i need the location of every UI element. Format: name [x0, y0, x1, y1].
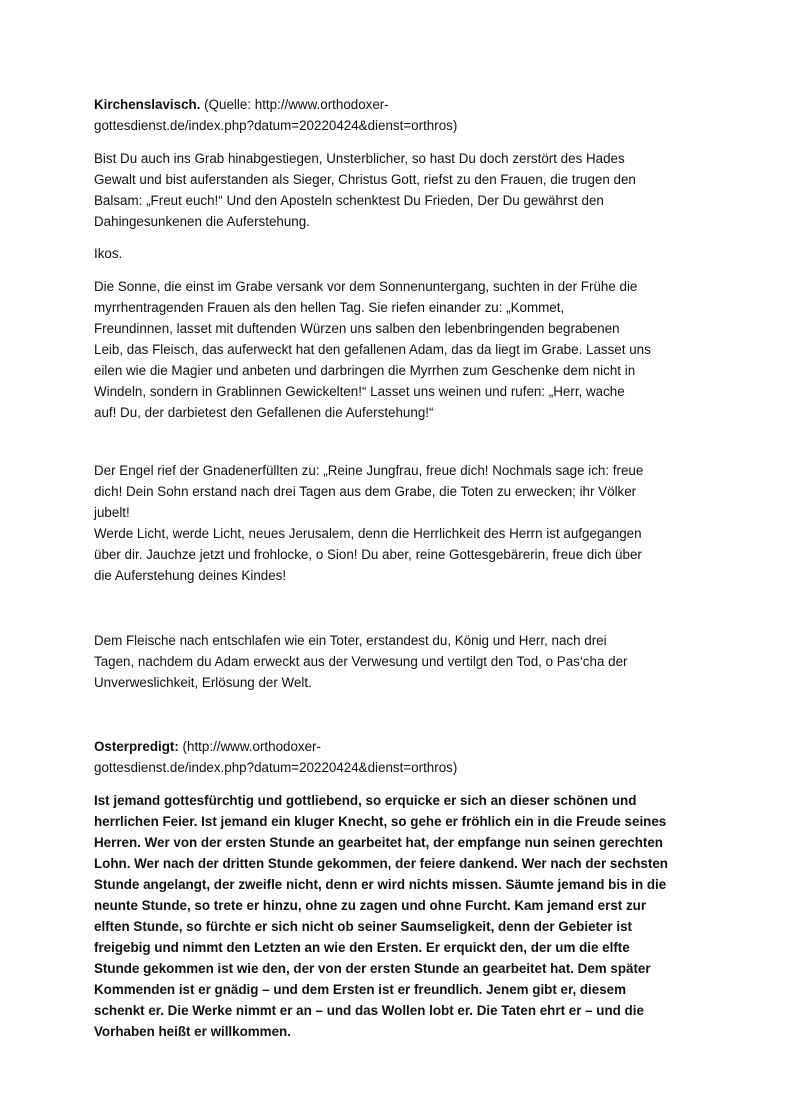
heading-source-line-2: gottesdienst.de/index.php?datum=20220424&dienst=orthros) [94, 760, 458, 775]
text-line: eilen wie die Magier und anbeten und darbringen die Myrrhen zum Geschenke dem nicht in [94, 363, 636, 378]
text-line: Unverweslichkeit, Erlösung der Welt. [94, 675, 312, 690]
heading-line-1 [94, 94, 706, 115]
text-line: elften Stunde, so fürchte er sich nicht ob seiner Saumseligkeit, denn der Gebieter ist [94, 919, 632, 934]
text-line: neunte Stunde, so trete er hinzu, ohne zu zagen und ohne Furcht. Kam jemand erst zur [94, 898, 647, 913]
text-line: Werde Licht, werde Licht, neues Jerusalem, denn die Herrlichkeit des Herrn ist aufgegangen [94, 526, 642, 541]
paragraph-ikos-label [94, 243, 706, 264]
text-line: herrlichen Feier. Ist jemand ein kluger Knecht, so gehe er fröhlich ein in die Freude seines [94, 814, 667, 829]
text-line: Balsam: „Freut euch!“ Und den Aposteln schenktest Du Frieden, Der Du gewährst den [94, 193, 604, 208]
text-line: freigebig und nimmt den Letzten an wie den Ersten. Er erquickt den, der um die elfte [94, 940, 630, 955]
heading-line-1 [94, 736, 706, 757]
text-line: Ikos. [94, 246, 123, 261]
text-line: Gewalt und bist auferstanden als Sieger, Christus Gott, riefst zu den Frauen, die trugen den [94, 172, 636, 187]
text-line: Dahingesunkenen die Auferstehung. [94, 214, 310, 229]
text-line: Leib, das Fleisch, das auferweckt hat den gefallenen Adam, das da liegt im Grabe. Lasset uns [94, 342, 651, 357]
text-line: Die Sonne, die einst im Grabe versank vor dem Sonnenuntergang, suchten in der Frühe die [94, 279, 638, 294]
paragraph-fleische [94, 630, 706, 693]
text-line: Kommenden ist er gnädig – und dem Ersten ist er freundlich. Jenem gibt er, diesem [94, 982, 627, 997]
heading-title: Osterpredigt: [94, 739, 179, 754]
section-heading-kirchenslavisch [94, 94, 706, 136]
paragraph-ikos [94, 276, 706, 423]
text-line: Windeln, sondern in Grablinnen Gewickelten!“ Lasset uns weinen und rufen: „Herr, wache [94, 384, 625, 399]
text-line: auf! Du, der darbietest den Gefallenen die Auferstehung!“ [94, 405, 434, 420]
heading-source-line-2: gottesdienst.de/index.php?datum=20220424&dienst=orthros) [94, 118, 458, 133]
paragraph-troparion [94, 148, 706, 232]
text-line: Dem Fleische nach entschlafen wie ein Toter, erstandest du, König und Herr, nach drei [94, 633, 607, 648]
text-line: jubelt! [94, 505, 130, 520]
heading-source: (http://www.orthodoxer- [178, 739, 321, 754]
section-heading-osterpredigt [94, 736, 706, 778]
text-line: über dir. Jauchze jetzt und frohlocke, o Sion! Du aber, reine Gottesgebärerin, freue dich über [94, 547, 642, 562]
heading-source: (Quelle: http://www.orthodoxer- [200, 97, 389, 112]
paragraph-engel [94, 460, 706, 586]
text-line: Der Engel rief der Gnadenerfüllten zu: „Reine Jungfrau, freue dich! Nochmals sage ich: freue [94, 463, 644, 478]
text-line: Herren. Wer von der ersten Stunde an gearbeitet hat, der empfange nun seinen gerechten [94, 835, 663, 850]
text-line: Lohn. Wer nach der dritten Stunde gekommen, der feiere dankend. Wer nach der sechsten [94, 856, 668, 871]
text-line: schenkt er. Die Werke nimmt er an – und das Wollen lobt er. Die Taten ehrt er – und die [94, 1003, 644, 1018]
text-line: Ist jemand gottesfürchtig und gottliebend, so erquicke er sich an dieser schönen und [94, 793, 637, 808]
text-line: Stunde angelangt, der zweifle nicht, denn er wird nichts missen. Säumte jemand bis in die [94, 877, 667, 892]
text-line: Vorhaben heißt er willkommen. [94, 1024, 291, 1039]
text-line: Stunde gekommen ist wie den, der von der ersten Stunde an gearbeitet hat. Dem später [94, 961, 651, 976]
text-line: dich! Dein Sohn erstand nach drei Tagen aus dem Grabe, die Toten zu erwecken; ihr Völker [94, 484, 637, 499]
text-line: Tagen, nachdem du Adam erweckt aus der Verwesung und vertilgt den Tod, o Pas‘cha der [94, 654, 628, 669]
text-line: myrrhentragenden Frauen als den hellen Tag. Sie riefen einander zu: „Kommet, [94, 300, 565, 315]
paragraph-osterpredigt [94, 790, 706, 1042]
heading-title: Kirchenslavisch. [94, 97, 201, 112]
text-line: die Auferstehung deines Kindes! [94, 568, 287, 583]
text-line: Freundinnen, lasset mit duftenden Würzen uns salben den lebenbringenden begrabenen [94, 321, 620, 336]
text-line: Bist Du auch ins Grab hinabgestiegen, Unsterblicher, so hast Du doch zerstört des Hades [94, 151, 625, 166]
